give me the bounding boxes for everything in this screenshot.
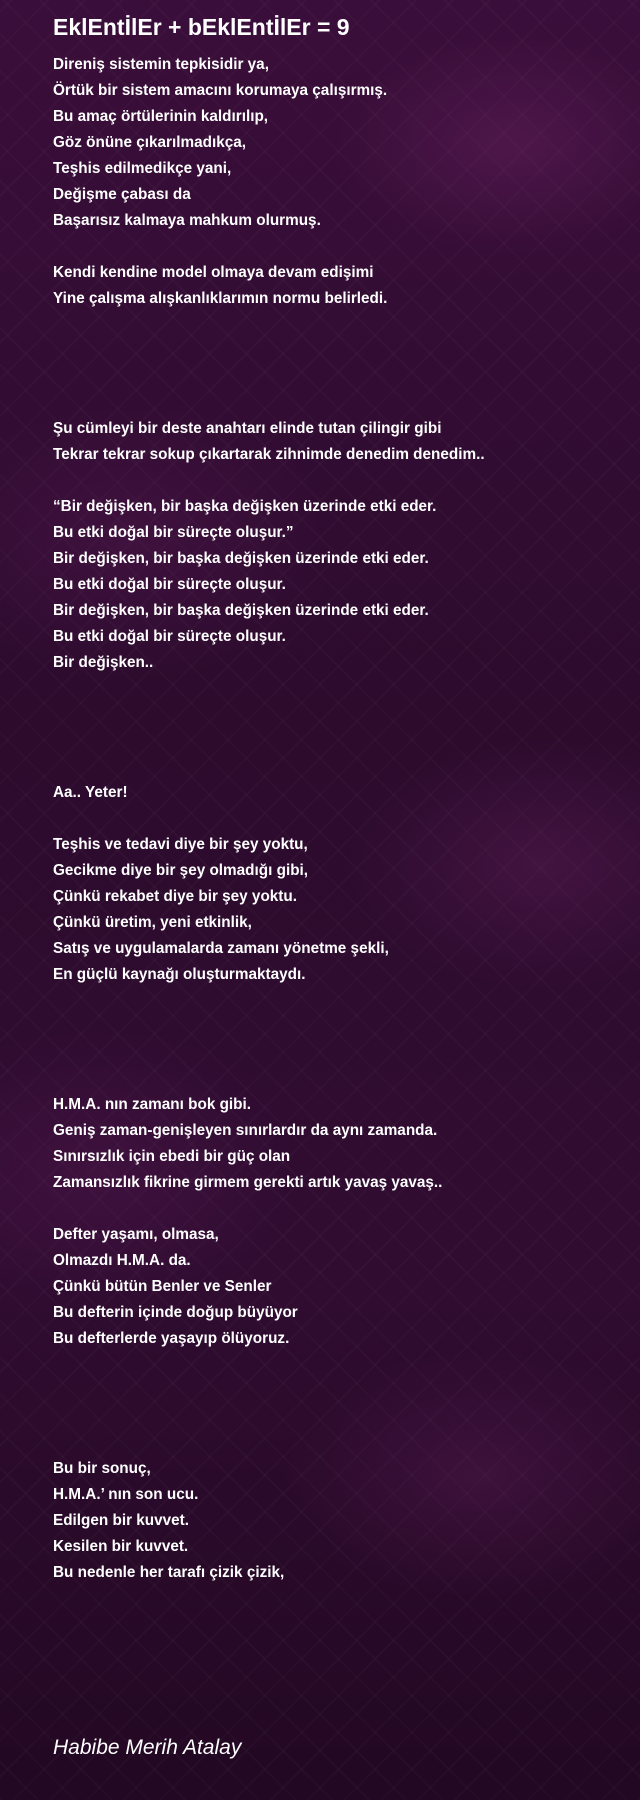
poem-stanza (53, 1456, 623, 1586)
poem-stanza (53, 780, 623, 806)
poem-author: Habibe Merih Atalay (53, 1736, 242, 1759)
poem-stanza (53, 832, 623, 988)
poem-line: Teşhis edilmedikçe yani, (53, 160, 232, 177)
stanza-gap (53, 468, 623, 494)
poem-line: Kesilen bir kuvvet. (53, 1538, 189, 1555)
poem-line: Bir değişken, bir başka değişken üzerinde etki eder. (53, 602, 429, 619)
stanza-gap (53, 806, 623, 832)
poem-line: Olmazdı H.M.A. da. (53, 1252, 191, 1269)
stanza-gap (53, 988, 623, 1092)
stanza-gap (53, 1196, 623, 1222)
poem-line: Bu bir sonuç, (53, 1460, 151, 1477)
poem-line: Geniş zaman-genişleyen sınırlardır da aynı zamanda. (53, 1122, 438, 1139)
poem-stanza (53, 52, 623, 234)
poem-line: Göz önüne çıkarılmadıkça, (53, 134, 246, 151)
poem-body (53, 52, 623, 1586)
poem-line: Bu etki doğal bir süreçte oluşur.” (53, 524, 294, 541)
poem-line: Bir değişken, bir başka değişken üzerinde etki eder. (53, 550, 429, 567)
poem-stanza (53, 416, 623, 468)
poem-line: H.M.A. nın zamanı bok gibi. (53, 1096, 252, 1113)
poem-line: Teşhis ve tedavi diye bir şey yoktu, (53, 836, 308, 853)
poem-line: Çünkü rekabet diye bir şey yoktu. (53, 888, 297, 905)
poem-line: Bir değişken.. (53, 654, 154, 671)
poem-line: Kendi kendine model olmaya devam edişimi (53, 264, 374, 281)
poem-title: EklEntİlEr + bEklEntİlEr = 9 (53, 14, 350, 40)
poem-line: Satış ve uygulamalarda zamanı yönetme şekli, (53, 940, 389, 957)
poem-stanza (53, 494, 623, 676)
poem-line: Çünkü üretim, yeni etkinlik, (53, 914, 252, 931)
poem-line: Gecikme diye bir şey olmadığı gibi, (53, 862, 309, 879)
poem-line: Örtük bir sistem amacını korumaya çalışırmış. (53, 82, 388, 99)
poem-line: Çünkü bütün Benler ve Senler (53, 1278, 272, 1295)
poem-line: Başarısız kalmaya mahkum olurmuş. (53, 212, 321, 229)
poem-line: H.M.A.’ nın son ucu. (53, 1486, 199, 1503)
poem-line: Bu etki doğal bir süreçte oluşur. (53, 576, 286, 593)
poem-stanza (53, 1092, 623, 1196)
poem-line: “Bir değişken, bir başka değişken üzerinde etki eder. (53, 498, 437, 515)
poem-line: Değişme çabası da (53, 186, 191, 203)
stanza-gap (53, 1352, 623, 1456)
poem-line: En güçlü kaynağı oluşturmaktaydı. (53, 966, 306, 983)
stanza-gap (53, 312, 623, 416)
poem-line: Defter yaşamı, olmasa, (53, 1226, 219, 1243)
poem-line: Bu etki doğal bir süreçte oluşur. (53, 628, 286, 645)
poem-line: Yine çalışma alışkanlıklarımın normu belirledi. (53, 290, 388, 307)
poem-line: Bu defterlerde yaşayıp ölüyoruz. (53, 1330, 290, 1347)
stanza-gap (53, 676, 623, 780)
poem-line: Sınırsızlık için ebedi bir güç olan (53, 1148, 291, 1165)
poem-line: Edilgen bir kuvvet. (53, 1512, 190, 1529)
poem-line: Şu cümleyi bir deste anahtarı elinde tutan çilingir gibi (53, 420, 442, 437)
stanza-gap (53, 234, 623, 260)
poem-line: Bu amaç örtülerinin kaldırılıp, (53, 108, 269, 125)
poem-line: Bu defterin içinde doğup büyüyor (53, 1304, 298, 1321)
poem-stanza (53, 1222, 623, 1352)
poem-line: Tekrar tekrar sokup çıkartarak zihnimde denedim denedim.. (53, 446, 485, 463)
poem-line: Direniş sistemin tepkisidir ya, (53, 56, 269, 73)
poem-container (53, 12, 623, 1586)
poem-stanza (53, 260, 623, 312)
poem-line: Zamansızlık fikrine girmem gerekti artık yavaş yavaş.. (53, 1174, 443, 1191)
poem-line: Aa.. Yeter! (53, 784, 128, 801)
poem-line: Bu nedenle her tarafı çizik çizik, (53, 1564, 285, 1581)
